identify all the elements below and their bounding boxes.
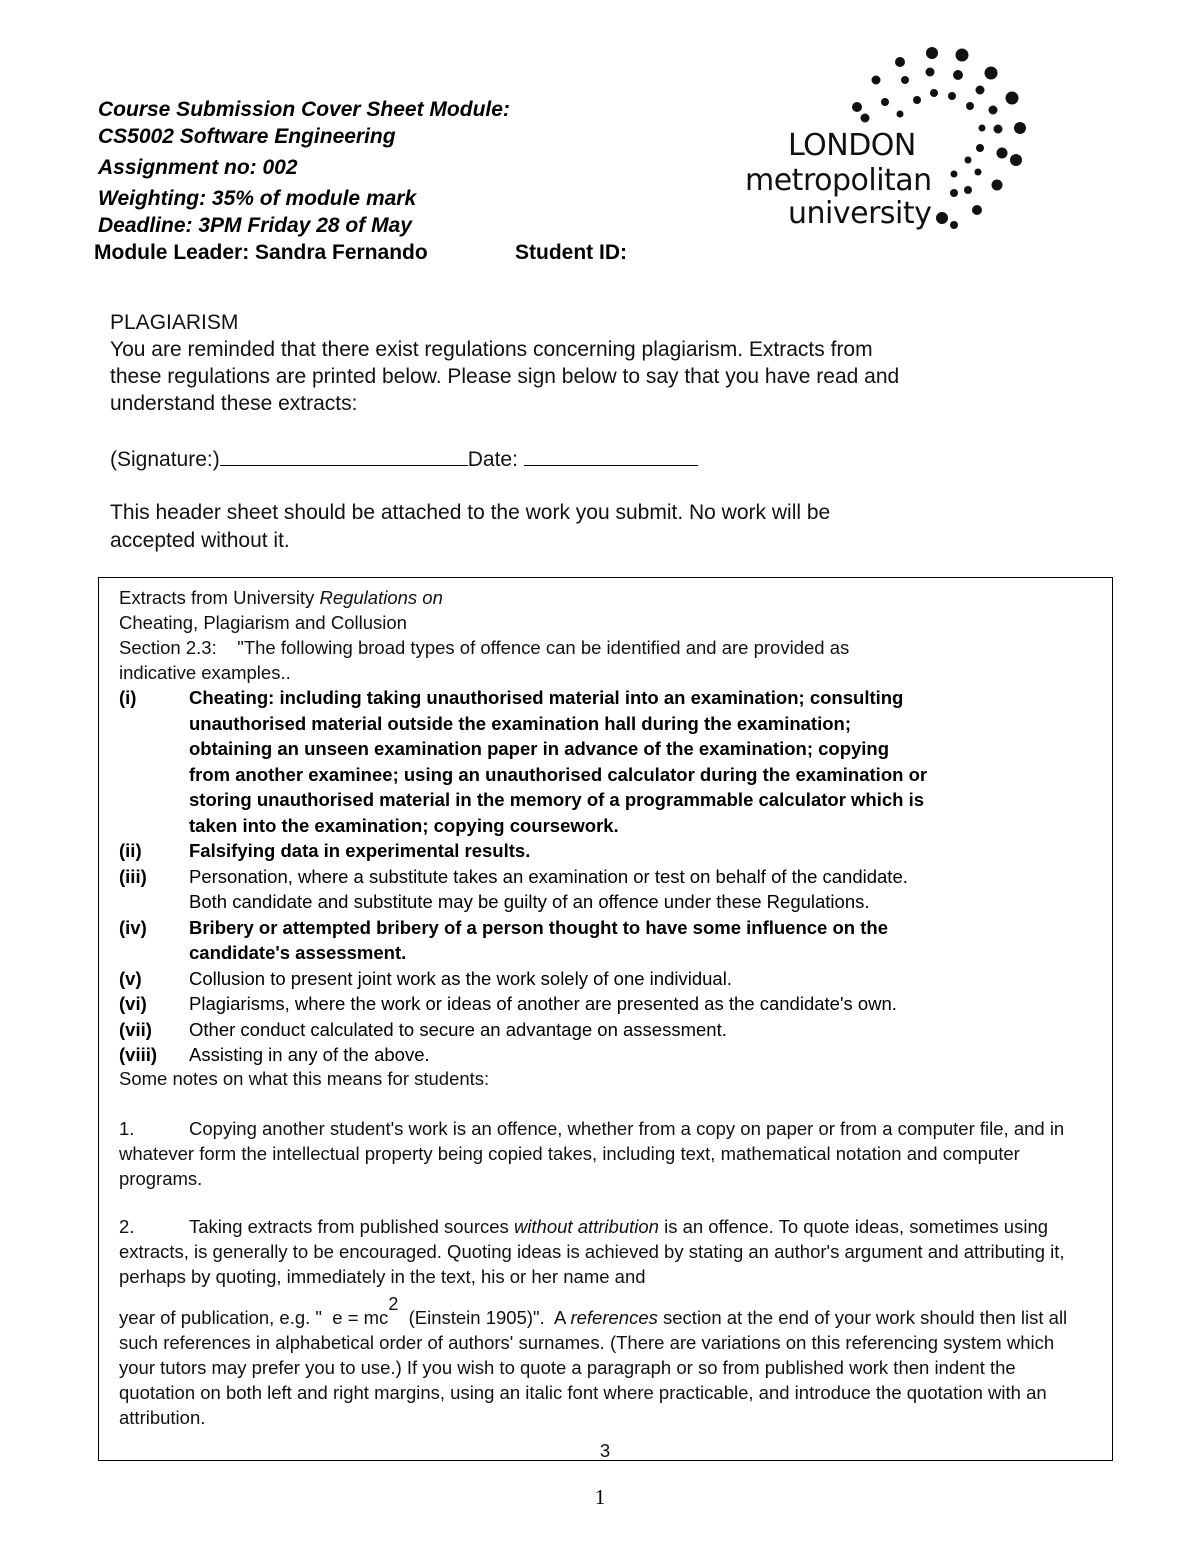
offence-text-line: obtaining an unseen examination paper in advance of the examination; copying [189, 738, 890, 759]
offence-text-line: Personation, where a substitute takes an examination or test on behalf of the candidate. [189, 865, 908, 887]
offence-text-line: from another examinee; using an unauthorised calculator during the examination or [189, 763, 928, 785]
signature-row [110, 445, 698, 473]
offence-number: (vi) [119, 993, 147, 1014]
note-2-text-e: (Einstein 1905)". A [398, 1307, 571, 1328]
section-line-1: Section 2.3: "The following broad types of offence can be identified and are provided as [119, 637, 850, 658]
header-line-weighting: Weighting: 35% of module mark [98, 187, 417, 210]
offence-text-line: unauthorised material outside the examination hall during the examination; [189, 712, 851, 734]
offence-number: (iii) [119, 865, 147, 887]
inner-page-number: 3 [599, 1440, 611, 1461]
box-title [119, 585, 443, 611]
note-2-superscript: 2 [388, 1294, 399, 1314]
offence-text-line: Assisting in any of the above. [189, 1044, 430, 1065]
offence-text-line: storing unauthorised material in the memory of a programmable calculator which is [189, 789, 925, 810]
intro-attach-line-2: accepted without it. [110, 529, 290, 552]
header-line-module: Course Submission Cover Sheet Module: [98, 98, 510, 121]
section-line-2: indicative examples.. [119, 662, 291, 683]
note-1 [119, 1116, 1089, 1191]
logo-line-london: LONDON [788, 128, 916, 163]
offence-number: (i) [119, 687, 137, 708]
note-2-text-a: Taking extracts from published sources [189, 1216, 514, 1237]
header-line-deadline: Deadline: 3PM Friday 28 of May [98, 214, 412, 237]
logo-line-metropolitan: metropolitan [745, 163, 932, 198]
box-subtitle: Cheating, Plagiarism and Collusion [119, 612, 407, 633]
offence-number: (ii) [119, 840, 142, 861]
offence-text-line: taken into the examination; copying coursework. [189, 814, 619, 836]
offence-text-line: Both candidate and substitute may be guilty of an offence under these Regulations. [189, 891, 870, 912]
regulations-box [98, 577, 1113, 1461]
offence-text-line: Cheating: including taking unauthorised material into an examination; consulting [189, 687, 904, 708]
note-2-text-g: section at the end of your work should then list all such references in alphabetical order of authors' surnames. (There are variations on this referencing system which your tutors may prefer you to use.) If you wish to quote a paragraph or so from published work then indent the quotation on both left and right margins, using an italic font where practicable, and introduce the quotation with an attribution. [119, 1307, 1068, 1428]
note-2-number: 2. [119, 1216, 135, 1237]
date-line[interactable] [524, 445, 698, 466]
note-2-text-c: is an offence. To quote ideas, sometimes using extracts, is generally to be encouraged. Quoting ideas is achieved by stating an author's argument and attributing it, perhaps by quoting, immediately in the text, his or her name and [119, 1216, 1065, 1287]
module-leader: Module Leader: Sandra Fernando [94, 241, 428, 264]
student-id-label: Student ID: [515, 241, 627, 264]
offence-number: (vii) [119, 1018, 152, 1040]
logo-line-university: university [788, 196, 932, 231]
offence-text-line: Plagiarisms, where the work or ideas of another are presented as the candidate's own. [189, 993, 897, 1014]
header-line-course: CS5002 Software Engineering [98, 125, 396, 148]
notes-heading: Some notes on what this means for students: [119, 1068, 490, 1089]
intro-line-1: You are reminded that there exist regulations concerning plagiarism. Extracts from [110, 338, 873, 361]
note-1-text: Copying another student's work is an offence, whether from a copy on paper or from a computer file, and in whatever form the intellectual property being copied takes, including text, mathematical notation and computer programs. [119, 1118, 1065, 1189]
page-number: 1 [594, 1485, 606, 1509]
note-2-continued [119, 1294, 1089, 1430]
note-2-text-d: year of publication, e.g. " e = mc [119, 1307, 389, 1328]
box-title-plain: Extracts from University [119, 587, 320, 608]
note-2-text-italic: without attribution [513, 1216, 659, 1237]
signature-label: (Signature:) [110, 448, 220, 471]
signature-line[interactable] [220, 445, 468, 466]
offence-number: (iv) [119, 916, 147, 938]
header-line-assignment: Assignment no: 002 [98, 156, 298, 179]
offence-text-line: Other conduct calculated to secure an advantage on assessment. [189, 1018, 727, 1040]
offence-number: (v) [119, 967, 142, 989]
note-1-number: 1. [119, 1118, 135, 1139]
plagiarism-heading: PLAGIARISM [110, 311, 239, 334]
intro-attach-line-1: This header sheet should be attached to the work you submit. No work will be [110, 501, 831, 524]
offence-number: (viii) [119, 1044, 158, 1065]
offence-text-line: Bribery or attempted bribery of a person thought to have some influence on the [189, 916, 888, 938]
date-label: Date: [467, 448, 518, 471]
note-2-text-references: references [570, 1307, 658, 1328]
offence-text-line: Collusion to present joint work as the work solely of one individual. [189, 967, 732, 989]
intro-line-3: understand these extracts: [110, 392, 358, 415]
offence-text-line: candidate's assessment. [189, 942, 407, 963]
box-title-italic: Regulations on [319, 587, 443, 608]
offence-text-line: Falsifying data in experimental results. [189, 840, 531, 861]
intro-line-2: these regulations are printed below. Please sign below to say that you have read and [110, 365, 900, 388]
note-2 [119, 1214, 1089, 1289]
